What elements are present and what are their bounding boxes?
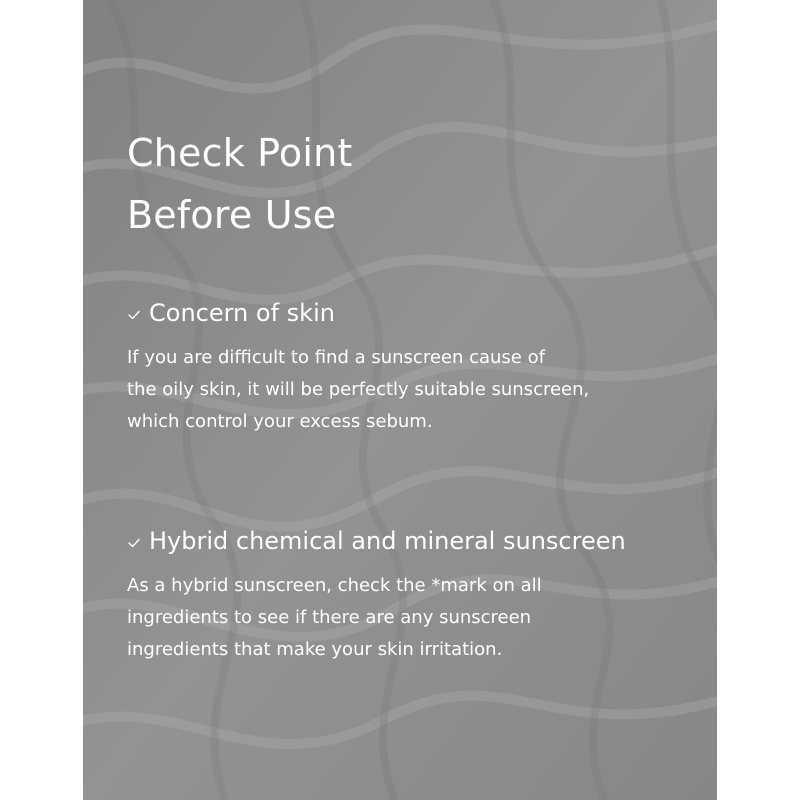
section-heading <box>127 296 687 330</box>
body-line: ingredients that make your skin irritation. <box>127 639 503 660</box>
body-line: which control your excess sebum. <box>127 411 433 432</box>
page-title <box>127 122 353 246</box>
section-heading <box>127 524 687 558</box>
title-line-1: Check Point <box>127 131 353 175</box>
section-body <box>127 342 687 438</box>
section-concern-of-skin <box>127 296 687 438</box>
body-line: As a hybrid sunscreen, check the *mark on all <box>127 575 542 596</box>
section-hybrid-sunscreen <box>127 524 687 666</box>
body-line: If you are difficult to find a sunscreen cause of <box>127 347 545 368</box>
body-line: the oily skin, it will be perfectly suitable sunscreen, <box>127 379 590 400</box>
gray-panel <box>83 0 717 800</box>
section-body <box>127 570 687 666</box>
content-area <box>127 0 687 800</box>
section-heading-text: Concern of skin <box>149 299 335 327</box>
check-icon <box>127 308 141 322</box>
section-heading-text: Hybrid chemical and mineral sunscreen <box>149 527 626 555</box>
check-icon <box>127 536 141 550</box>
body-line: ingredients to see if there are any sunscreen <box>127 607 532 628</box>
title-line-2: Before Use <box>127 193 337 237</box>
